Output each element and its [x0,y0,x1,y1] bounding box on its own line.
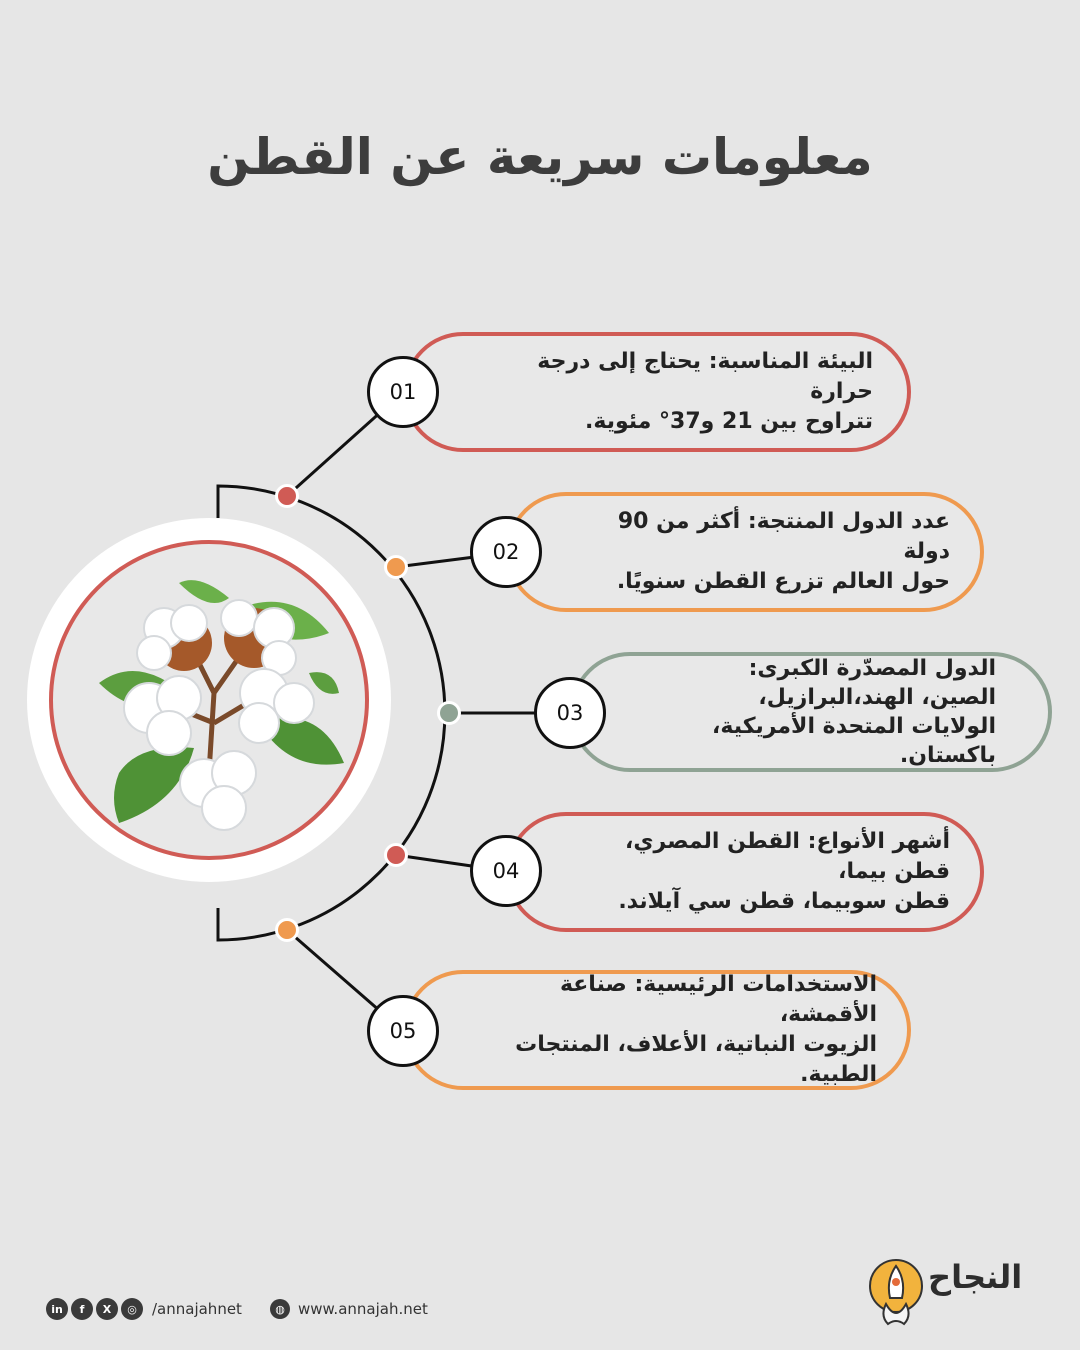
fact-line: الزيوت النباتية، الأعلاف، المنتجات الطبية. [515,1032,877,1087]
fact-text [634,656,996,768]
connector-dot [384,843,408,867]
fact-card-02 [506,492,984,612]
facebook-icon[interactable]: f [71,1298,93,1320]
fact-line: تتراوح بين 21 و37° مئوية. [585,409,873,434]
fact-text [469,974,877,1086]
website-link[interactable]: www.annajah.net [298,1300,428,1318]
fact-card-03 [570,652,1052,772]
number-badge-02: 02 [470,516,542,588]
fact-text [580,816,950,928]
instagram-icon[interactable]: ◎ [121,1298,143,1320]
connector-dot [384,555,408,579]
fact-card-01 [403,332,911,452]
connector-dot [275,484,299,508]
fact-card-04 [506,812,984,932]
social-handle[interactable]: /annajahnet [152,1300,242,1318]
fact-line: أشهر الأنواع: القطن المصري، قطن بيما، [624,829,950,884]
fact-text [580,496,950,608]
number-badge-01: 01 [367,356,439,428]
fact-line: حول العالم تزرع القطن سنويًا. [616,569,950,594]
fact-text [487,336,873,448]
fact-line: البيئة المناسبة: يحتاج إلى درجة حرارة [537,349,873,404]
fact-card-05 [403,970,911,1090]
connector-dot [437,701,461,725]
connector-dot [275,918,299,942]
fact-line: عدد الدول المنتجة: أكثر من 90 دولة [617,509,950,564]
number-badge-05: 05 [367,995,439,1067]
cotton-plant-illustration [79,573,345,839]
brand-name: النجاح [928,1258,1023,1296]
fact-line: الصين، الهند،البرازيل، [758,685,996,710]
fact-line: الاستخدامات الرئيسية: صناعة الأقمشة، [559,972,877,1027]
fact-line: الدول المصدّرة الكبرى: [748,656,996,681]
fact-line: قطن سوبيما، قطن سي آيلاند. [618,889,950,914]
page-title: معلومات سريعة عن القطن [207,128,873,186]
linkedin-icon[interactable]: in [46,1298,68,1320]
x-icon[interactable]: X [96,1298,118,1320]
number-badge-04: 04 [470,835,542,907]
globe-icon: ◍ [270,1299,290,1319]
number-badge-03: 03 [534,677,606,749]
brand-logo [868,1258,924,1328]
fact-line: الولايات المتحدة الأمريكية، باكستان. [712,714,996,768]
